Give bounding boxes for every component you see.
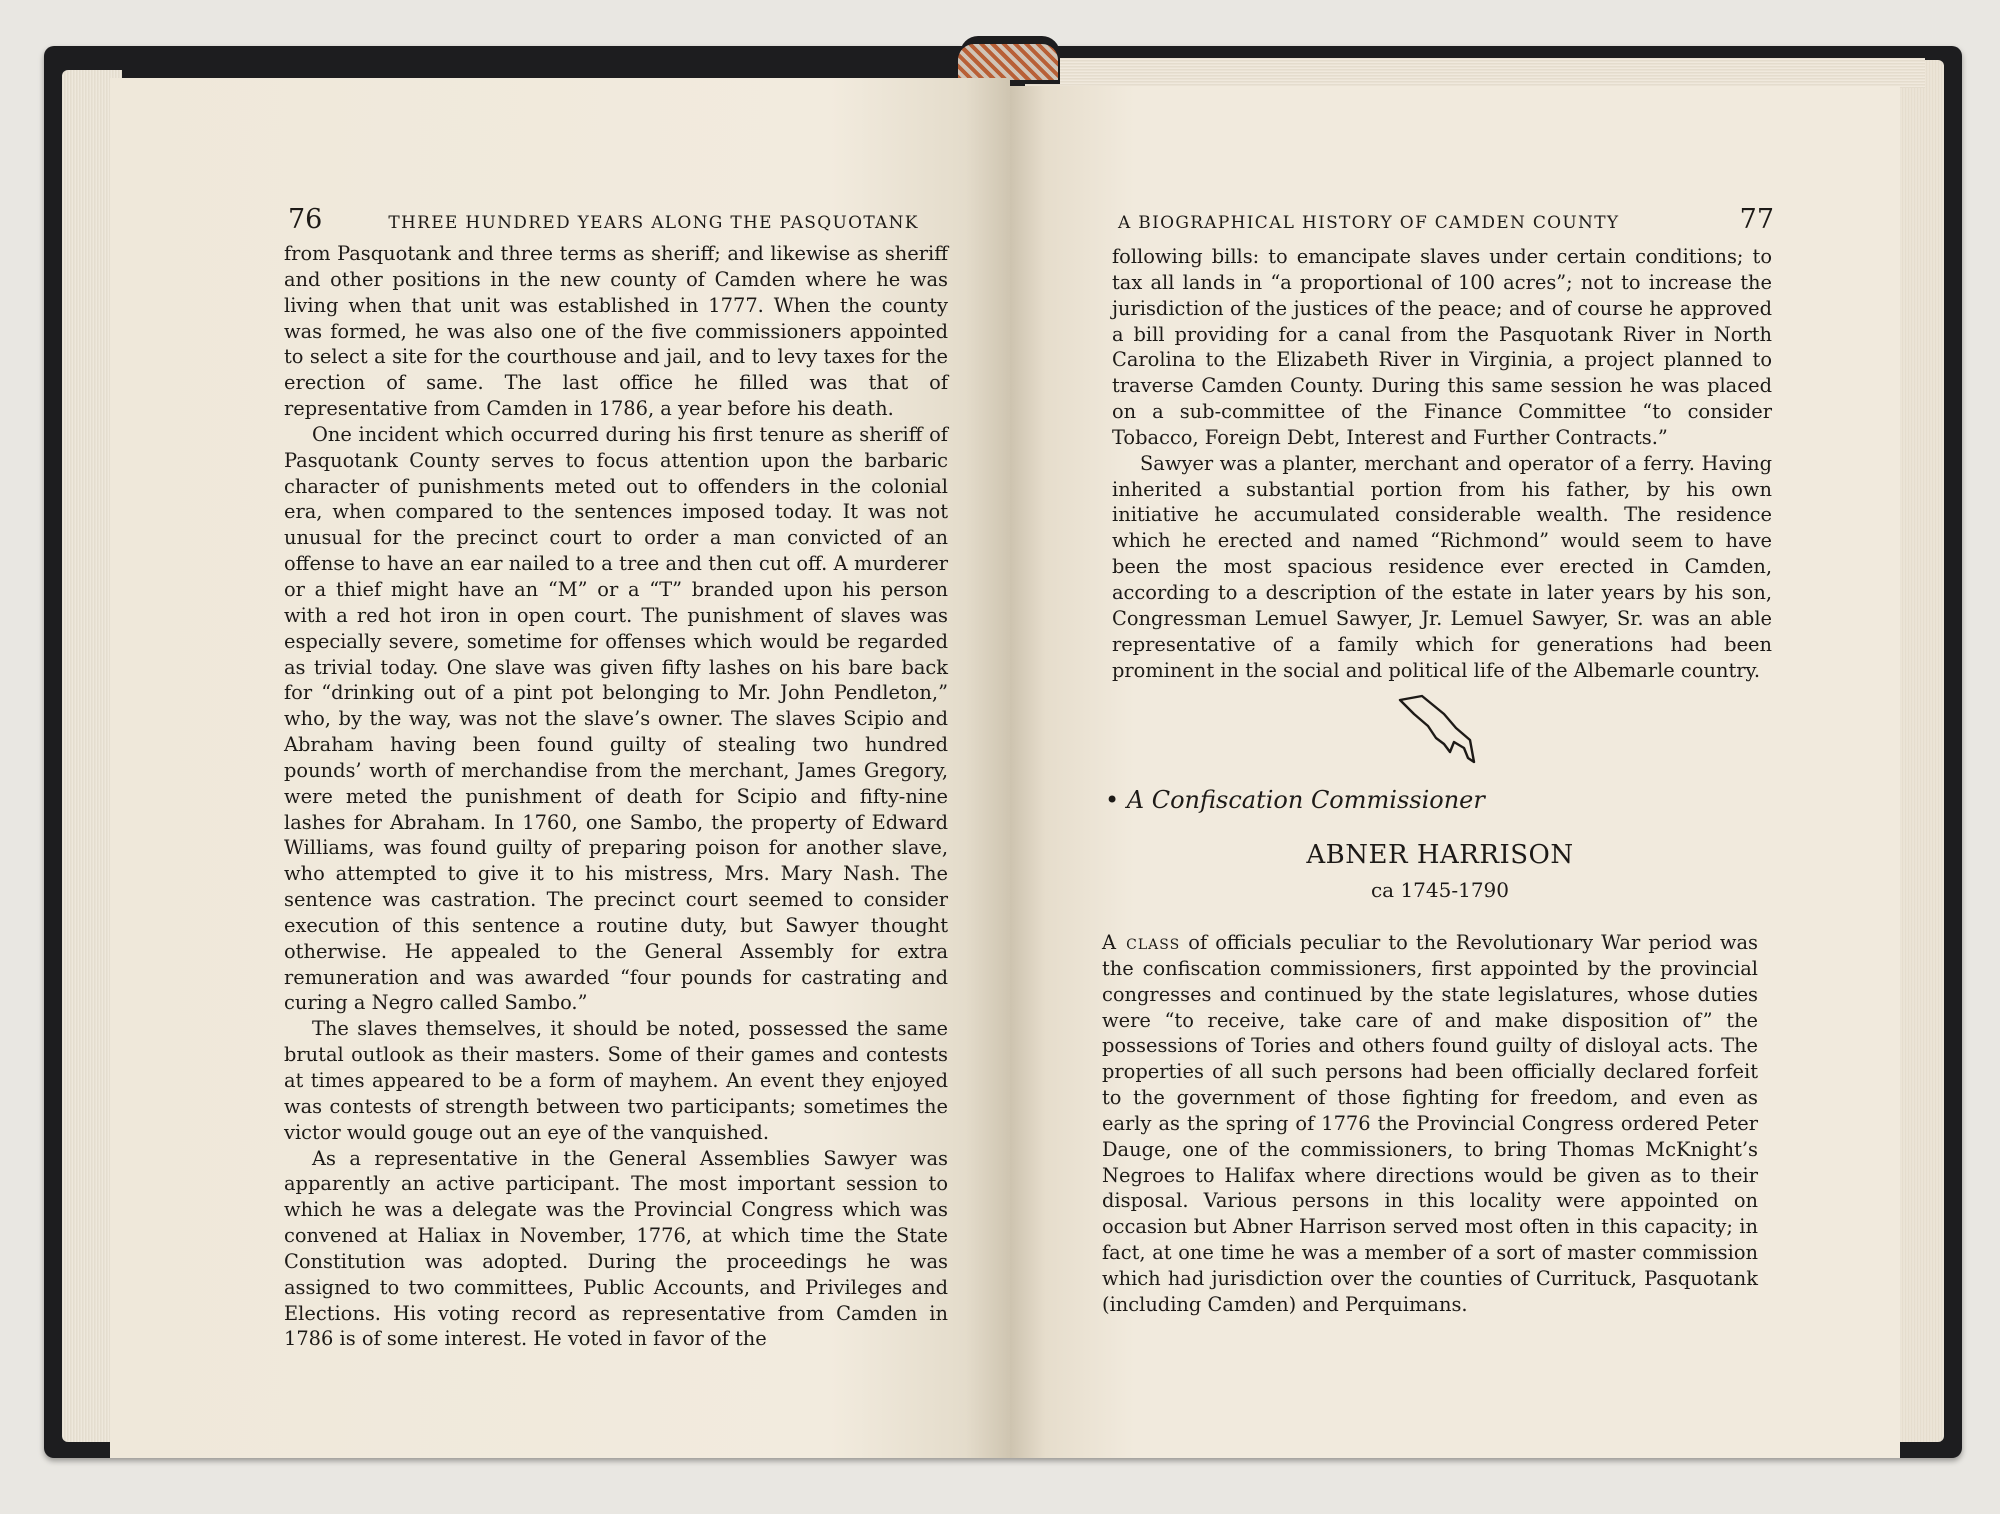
right-running-head — [1118, 204, 1774, 234]
paragraph: from Pasquotank and three terms as sheriff; and likewise as sheriff and other positions in the new county of Camden where he was living when that unit was established in 1777. When the county was formed, he was also one of the five commissioners appointed to select a site for the courthouse and jail, and to levy taxes for the erection of same. The last office he filled was that of representative from Camden in 1786, a year before his death. — [284, 242, 948, 421]
running-title: THREE HUNDRED YEARS ALONG THE PASQUOTANK — [388, 213, 919, 233]
biography-dates: ca 1745-1790 — [1370, 878, 1510, 902]
paragraph: As a representative in the General Assemblies Sawyer was apparently an active participant. The most important session to which he was a delegate was the Provincial Congress which was convened at Haliax in November, 1776, at which time the State Constitution was adopted. During the proceedings he was assigned to two committees, Public Accounts, and Privileges and Elections. His voting record as representative from Camden in 1786 is of some interest. He voted in favor of the — [284, 1146, 948, 1351]
page-edges-top — [1025, 58, 1925, 88]
running-title: A BIOGRAPHICAL HISTORY OF CAMDEN COUNTY — [1118, 213, 1620, 233]
paragraph — [1102, 930, 1758, 1318]
paragraph-text: of officials peculiar to the Revolutionary War period was the confiscation commissioners, first appointed by the provincial congresses and continued by the state legislatures, whose duties were “to receive, take care of and make disposition of” the possessions of Tories and others found guilty of disloyal acts. The properties of all such persons had been officially declared forfeit to the government of those fighting for freedom, and even as early as the spring of 1776 the Provincial Congress ordered Peter Dauge, one of the commissioners, to bring Thomas McKnight’s Negroes to Halifax where directions would be given as to their disposal. Various persons in this locality were appointed on occasion but Abner Harrison served most often in this capacity; in fact, at one time he was a member of a sort of master commission which had jurisdiction over the counties of Currituck, Pasquotank (including Camden) and Perquimans. — [1102, 931, 1759, 1316]
biography-body — [1102, 930, 1758, 1318]
paragraph: following bills: to emancipate slaves under certain conditions; to tax all lands in “a proportional of 100 acres”; not to increase the jurisdiction of the justices of the peace; and of course he approved a bill providing for a canal from the Pasquotank River in North Carolina to the Elizabeth River in Virginia, a project planned to traverse Camden County. During this same session he was placed on a sub-committee of the Finance Committee “to consider Tobacco, Foreign Debt, Interest and Further Contracts.” — [1112, 245, 1772, 449]
page-number: 77 — [1739, 204, 1774, 235]
paragraph: Sawyer was a planter, merchant and operator of a ferry. Having inherited a substantial portion from his father, by his own initiative he accumulated considerable wealth. The residence which he erected and named “Richmond” would seem to have been the most spacious residence ever erected in Camden, according to a description of the estate in later years by his son, Congressman Lemuel Sawyer, Jr. Lemuel Sawyer, Sr. was an able representative of a family which for generations had been prominent in the social and political life of the Albemarle country. — [1112, 451, 1772, 682]
section-heading: • A Confiscation Commissioner — [1105, 786, 1485, 814]
county-map-icon — [1392, 692, 1482, 772]
biography-name: ABNER HARRISON — [1306, 840, 1574, 870]
headband-stripe — [958, 44, 1058, 80]
left-running-head — [288, 204, 948, 234]
paragraph: One incident which occurred during his first tenure as sheriff of Pasquotank County serves to focus attention upon the barbaric character of punishments meted out to offenders in the colonial era, when compared to the sentences imposed today. It was not unusual for the precinct court to order a man convicted of an offense to have an ear nailed to a tree and then cut off. A murderer or a thief might have an “M” or a “T” branded upon his person with a red hot iron in open court. The punishment of slaves was especially severe, sometime for offenses which would be regarded as trivial today. One slave was given fifty lashes on his bare back for “drinking out of a pint pot belonging to Mr. John Pendleton,” who, by the way, was not the slave’s owner. The slaves Scipio and Abraham having been found guilty of stealing two hundred pounds’ worth of merchandise from the merchant, James Gregory, were meted the punishment of death for Scipio and fifty-nine lashes for Abraham. In 1760, one Sambo, the property of Edward Williams, was found guilty of preparing poison for another slave, who attempted to give it to his mistress, Mrs. Mary Nash. The sentence was castration. The precinct court seemed to consider execution of this sentence a routine duty, but Sawyer thought otherwise. He appealed to the General Assembly for extra remuneration and was awarded “four pounds for castrating and curing a Negro called Sambo.” — [284, 422, 948, 1015]
page-number: 76 — [288, 204, 323, 235]
paragraph: The slaves themselves, it should be noted, possessed the same brutal outlook as their masters. Some of their games and contests at times appeared to be a form of mayhem. An event they enjoyed was contests of strength between two participants; sometimes the victor would gouge out an eye of the vanquished. — [284, 1017, 948, 1144]
left-page-body — [284, 241, 948, 1352]
right-page-body — [1112, 244, 1772, 683]
lead-in: A class — [1102, 931, 1181, 954]
